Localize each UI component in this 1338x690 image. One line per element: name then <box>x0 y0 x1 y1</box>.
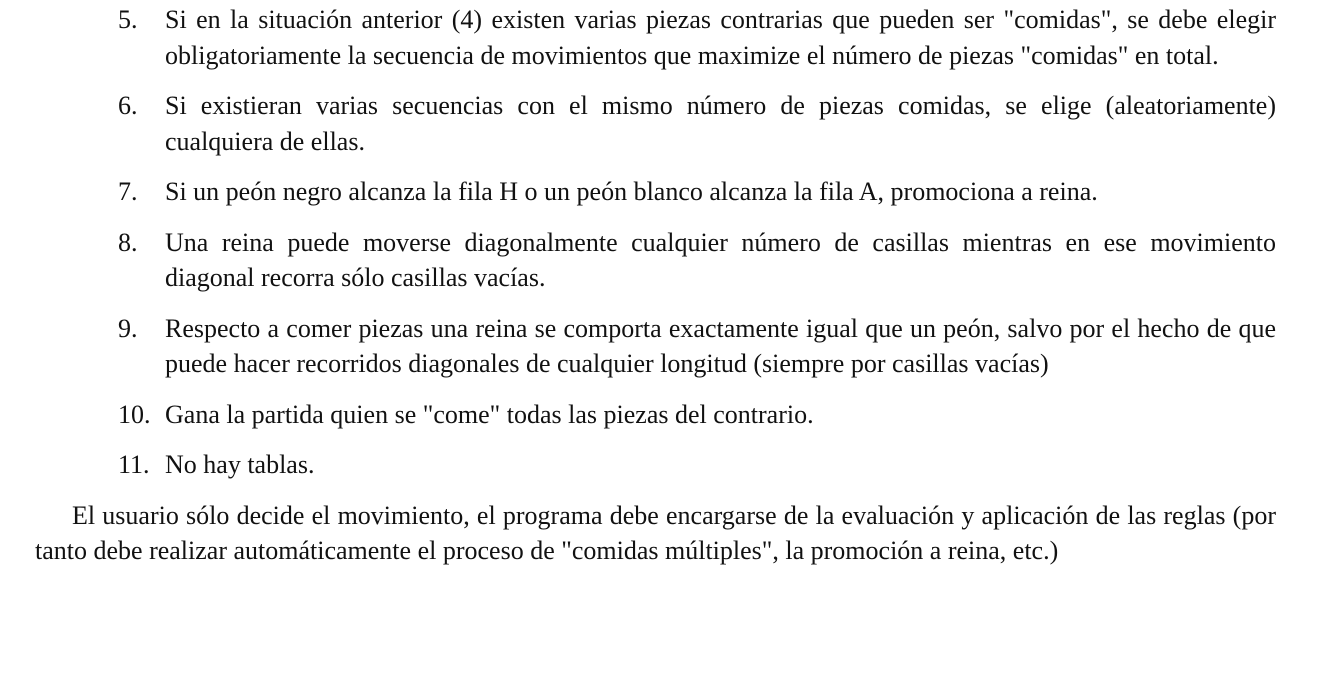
list-item <box>35 397 1276 433</box>
list-item-text: Si existieran varias secuencias con el mismo número de piezas comidas, se elige (aleatoriamente) cualquiera de ellas. <box>165 91 1276 156</box>
list-item-number: 6. <box>118 91 138 120</box>
list-item-number: 10. <box>118 399 151 429</box>
list-item-text: Una reina puede moverse diagonalmente cualquier número de casillas mientras en ese movimiento diagonal recorra sólo casillas vacías. <box>165 227 1276 292</box>
list-item-text: No hay tablas. <box>165 450 315 479</box>
list-item-text: Si un peón negro alcanza la fila H o un peón blanco alcanza la fila A, promociona a reina. <box>165 177 1098 206</box>
list-item <box>35 2 1276 73</box>
list-item <box>35 174 1276 210</box>
rules-list <box>35 2 1276 483</box>
list-item <box>35 311 1276 382</box>
list-item-text: Gana la partida quien se "come" todas las piezas del contrario. <box>165 399 814 429</box>
document-page <box>35 2 1276 569</box>
list-item-number: 7. <box>118 177 138 206</box>
list-item-text: Respecto a comer piezas una reina se comporta exactamente igual que un peón, salvo por el hecho de que puede hacer recorridos diagonales de cualquier longitud (siempre por casillas vacías) <box>165 313 1276 378</box>
list-item <box>35 88 1276 159</box>
list-item <box>35 447 1276 483</box>
list-item-number: 5. <box>118 5 138 34</box>
closing-paragraph: El usuario sólo decide el movimiento, el programa debe encargarse de la evaluación y aplicación de las reglas (por tanto debe realizar automáticamente el proceso de "comidas múltiples", la promoción a reina, etc.) <box>35 500 1276 565</box>
list-item-number: 9. <box>118 313 138 343</box>
list-item-text: Si en la situación anterior (4) existen varias piezas contrarias que pueden ser "comidas", se debe elegir obligatoriamente la secuencia de movimientos que maximize el número de piezas "comidas" en total. <box>165 5 1276 70</box>
list-item-number: 8. <box>118 227 138 257</box>
list-item-number: 11. <box>118 450 150 479</box>
list-item <box>35 225 1276 296</box>
